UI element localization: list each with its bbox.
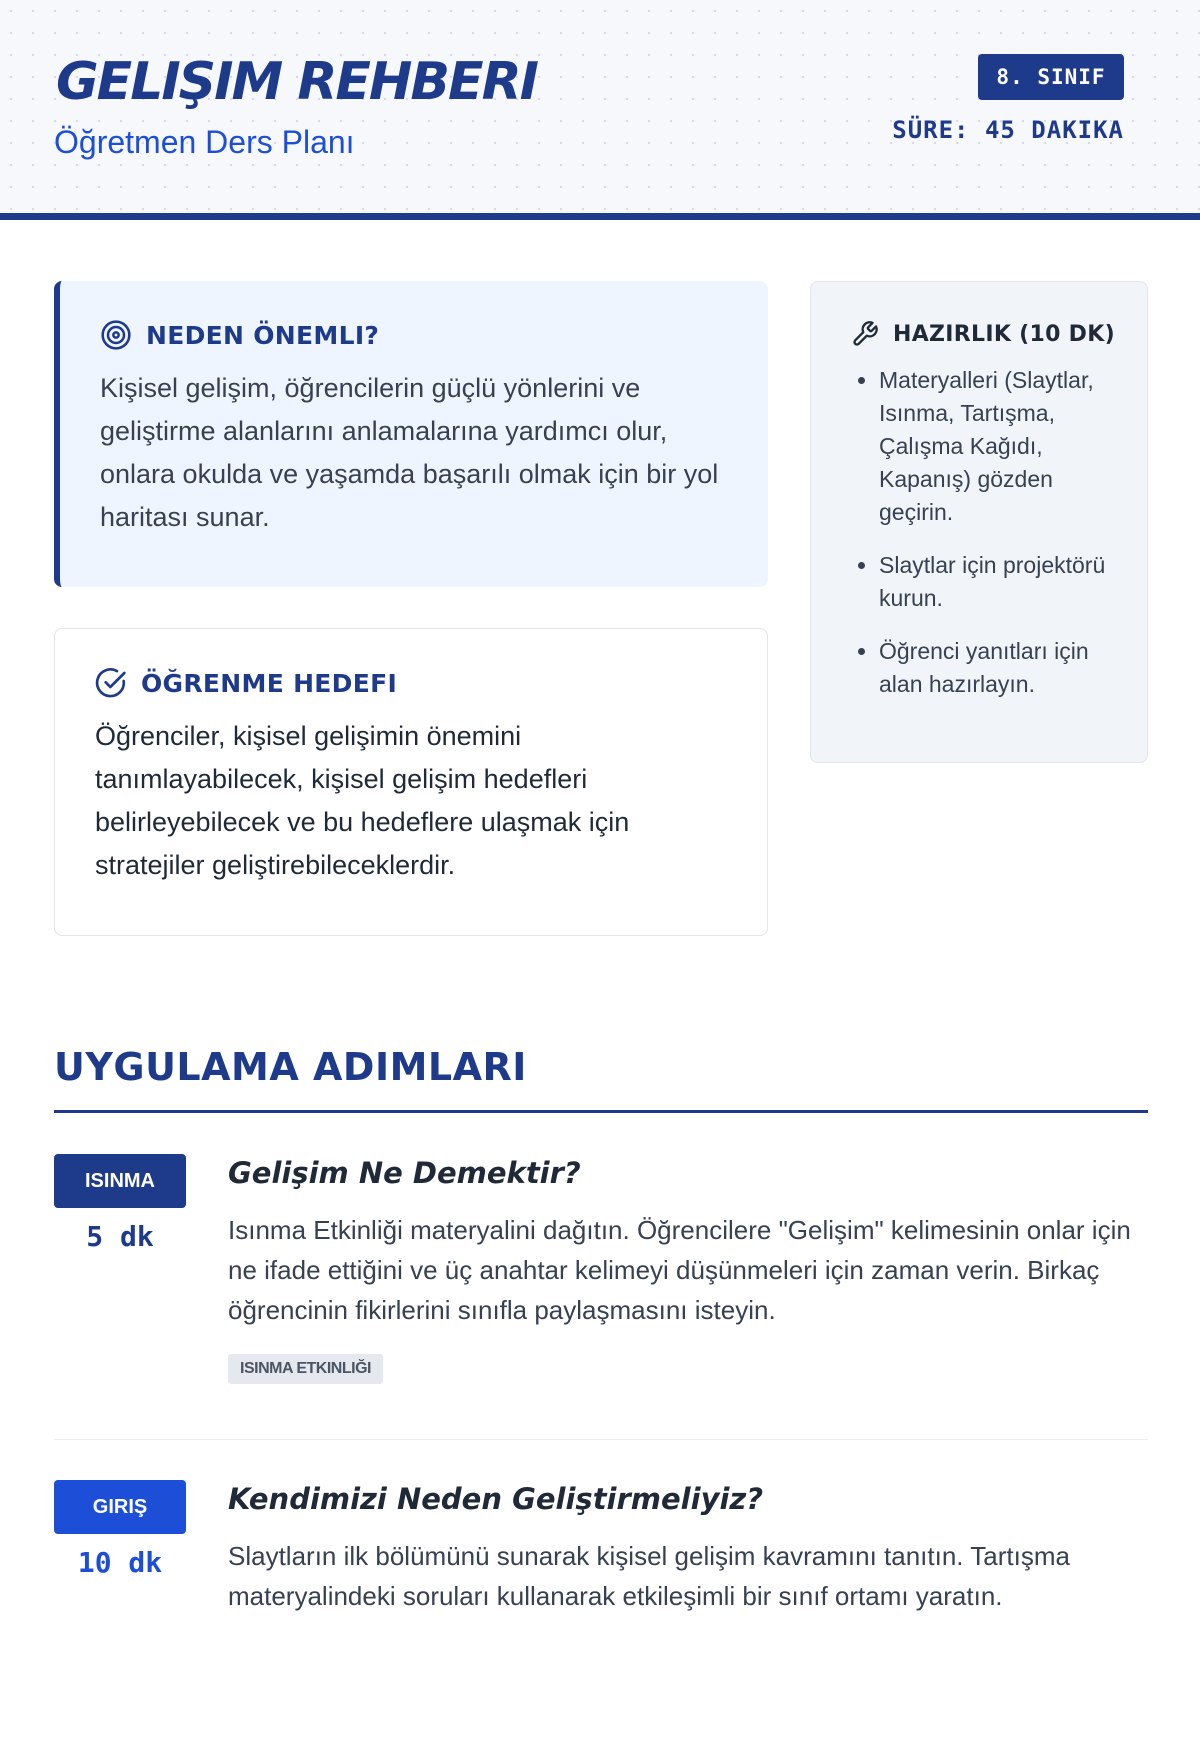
step-introduction [54,1480,1148,1760]
step-text: Slaytların ilk bölümünü sunarak kişisel gelişim kavramını tanıtın. Tartışma materyalindeki soruları kullanarak etkileşimli bir sınıf ortamı yaratın. [228,1541,1070,1611]
objective-card [54,628,768,936]
importance-title: NEDEN ÖNEMLI? [146,320,380,350]
step-text: Isınma Etkinliği materyalini dağıtın. Öğrencilere "Gelişim" kelimesinin onlar için ne ifade ettiğini ve üç anahtar kelimeyi düşünmeleri için zaman verin. Birkaç öğrencinin fikirlerini sınıfla paylaşmasını isteyin. [228,1215,1131,1325]
preparation-card [810,281,1148,763]
preparation-title: HAZIRLIK (10 DK) [893,321,1115,347]
page-subtitle: Öğretmen Ders Planı [54,124,355,160]
step-badge: ISINMA [54,1154,186,1208]
importance-card-header [100,319,728,351]
objective-card-header [95,667,727,699]
step-title: Gelişim Ne Demektir? [228,1156,581,1190]
importance-card [54,281,768,587]
check-circle-icon [95,667,127,699]
preparation-item: • Materyalleri (Slaytlar, Isınma, Tartışma, Çalışma Kağıdı, Kapanış) gözden geçirin. [879,364,1117,529]
target-icon [100,319,132,351]
step-title: Kendimizi Neden Geliştirmeliyiz? [228,1482,764,1516]
page-title: GELIŞIM REHBERI [56,52,537,112]
step-divider [54,1439,1148,1440]
steps-section-title: UYGULAMA ADIMLARI [54,1045,527,1089]
preparation-card-header [851,320,1117,348]
duration-label: SÜRE: 45 DAKIKA [892,116,1124,144]
objective-text: Öğrenciler, kişisel gelişimin önemini tanımlayabilecek, kişisel gelişim hedefleri belirleyebilecek ve bu hedeflere ulaşmak için stratejiler geliştirebileceklerdir. [95,721,630,880]
importance-text: Kişisel gelişim, öğrencilerin güçlü yönlerini ve geliştirme alanlarını anlamalarına yardımcı olur, onlara okulda ve yaşamda başarılı olmak için bir yol haritası sunar. [100,373,719,532]
preparation-list [851,364,1117,701]
objective-title: ÖĞRENME HEDEFI [141,668,398,698]
wrench-icon [851,320,879,348]
grade-badge: 8. SINIF [978,54,1124,100]
step-warmup [54,1154,1148,1434]
material-tag: ISINMA ETKINLIĞI [228,1354,383,1384]
preparation-item: • Öğrenci yanıtları için alan hazırlayın. [879,635,1117,701]
step-time: 5 dk [86,1220,154,1253]
section-divider [54,1110,1148,1113]
page-header [0,0,1200,220]
preparation-item: • Slaytlar için projektörü kurun. [879,549,1117,615]
step-time: 10 dk [77,1546,163,1579]
step-badge: GIRIŞ [54,1480,186,1534]
